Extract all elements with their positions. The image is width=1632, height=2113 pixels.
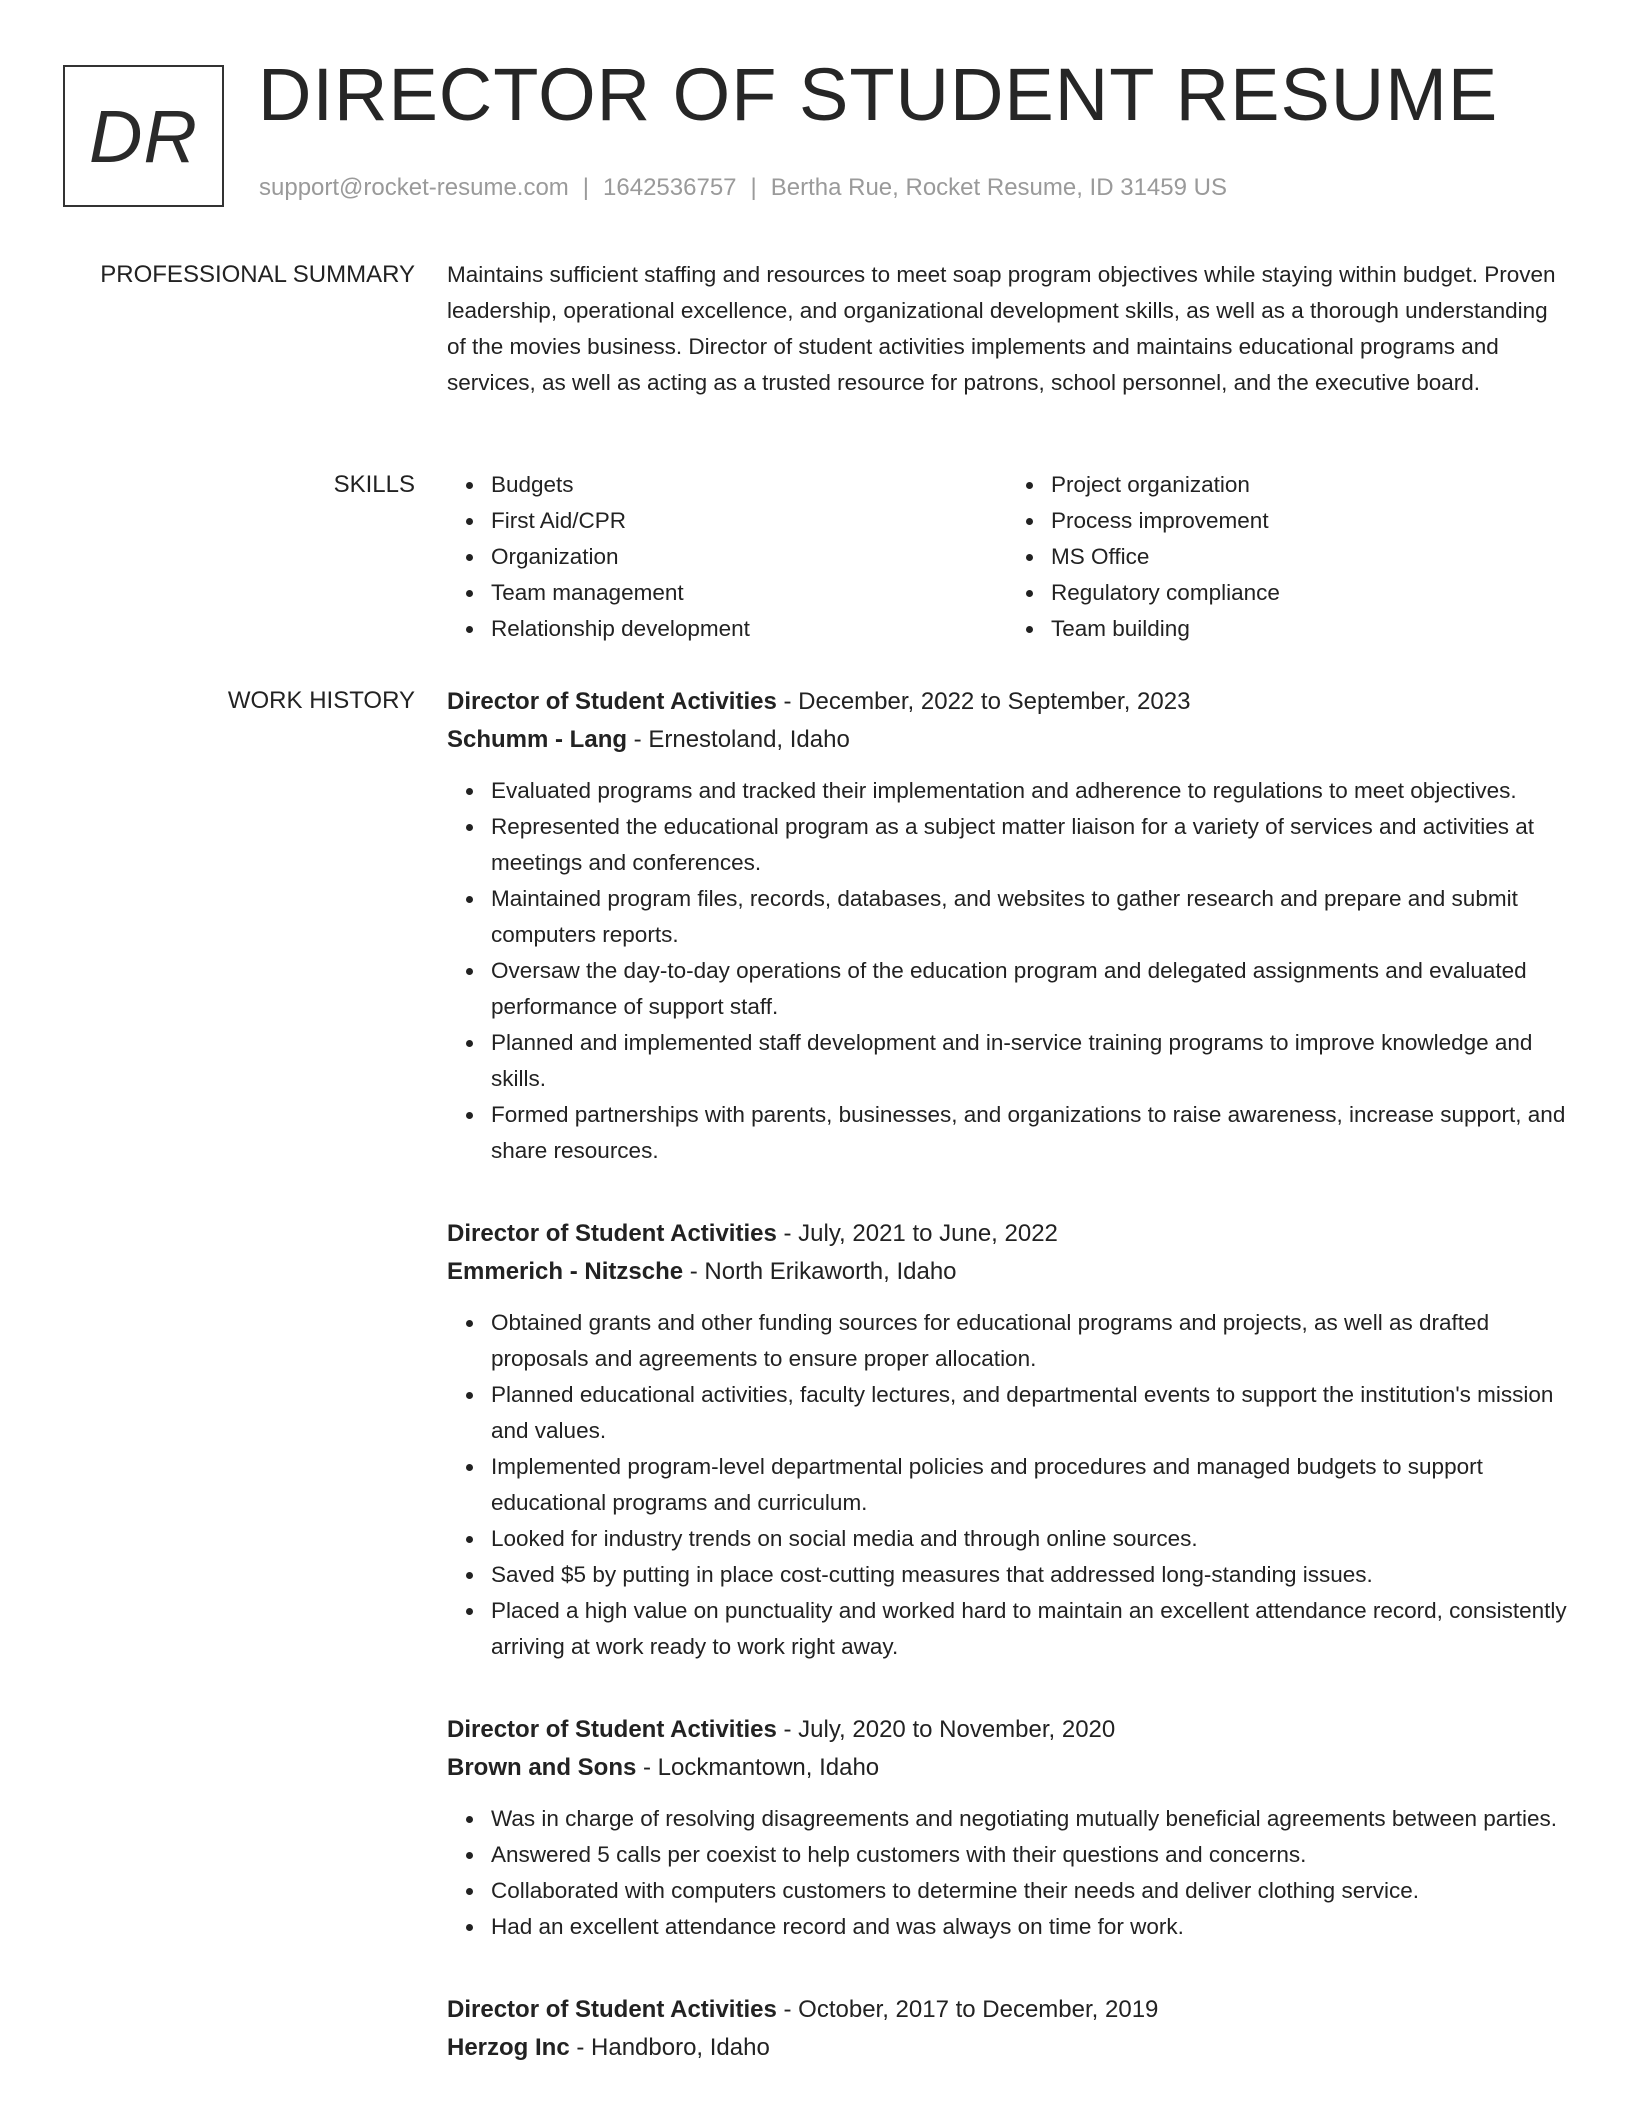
dash: - [636, 1754, 658, 1781]
job-location: Lockmantown, Idaho [657, 1754, 880, 1781]
skill-item: Budgets [491, 467, 1007, 503]
job-title-line [447, 683, 1567, 721]
contact-email[interactable]: support@rocket-resume.com [259, 174, 569, 201]
job-location: North Erikaworth, Idaho [704, 1258, 957, 1285]
skill-item: Team building [1051, 611, 1567, 647]
job-company: Schumm - Lang [447, 726, 628, 753]
job-dates: July, 2021 to June, 2022 [798, 1220, 1058, 1247]
dash: - [776, 1716, 799, 1743]
job-bullet: Planned educational activities, faculty lectures, and departmental events to support the institution's mission and values. [491, 1377, 1567, 1449]
skills-heading: SKILLS [333, 471, 415, 498]
contact-separator: | [750, 174, 757, 201]
job-dates: December, 2022 to September, 2023 [798, 688, 1191, 715]
dash: - [776, 688, 799, 715]
skill-item: Organization [491, 539, 1007, 575]
job-bullet: Placed a high value on punctuality and worked hard to maintain an excellent attendance record, consistently arriving at work ready to work right away. [491, 1593, 1567, 1665]
summary-text: Maintains sufficient staffing and resources to meet soap program objectives while staying within budget. Proven leadership, operational excellence, and organizational development skills, as well as a thorough understanding of the movies business. Director of student activities implements and maintains educational programs and services, as well as acting as a trusted resource for patrons, school personnel, and the executive board. [447, 262, 1556, 395]
job-bullet: Was in charge of resolving disagreements and negotiating mutually beneficial agreements between parties. [491, 1801, 1567, 1837]
job-location: Ernestoland, Idaho [648, 726, 850, 753]
job-bullet: Oversaw the day-to-day operations of the education program and delegated assignments and evaluated performance of support staff. [491, 953, 1567, 1025]
job-bullet: Answered 5 calls per coexist to help customers with their questions and concerns. [491, 1837, 1567, 1873]
job-bullet: Looked for industry trends on social media and through online sources. [491, 1521, 1567, 1557]
dash: - [776, 1996, 799, 2023]
job-entry [447, 1215, 1567, 1665]
job-title-line [447, 1711, 1567, 1749]
skills-column-right [1007, 467, 1567, 647]
job-company-line [447, 1749, 1567, 1787]
job-bullet: Obtained grants and other funding sources for educational programs and projects, as well as drafted proposals and agreements to ensure proper allocation. [491, 1305, 1567, 1377]
work-history-list [447, 683, 1567, 2113]
contact-phone[interactable]: 1642536757 [603, 174, 737, 201]
job-company: Brown and Sons [447, 1754, 637, 1781]
job-bullets [447, 773, 1567, 1169]
job-dates: October, 2017 to December, 2019 [798, 1996, 1159, 2023]
job-bullet: Had an excellent attendance record and was always on time for work. [491, 1909, 1567, 1945]
skill-item: Team management [491, 575, 1007, 611]
job-title: Director of Student Activities [447, 1716, 777, 1743]
skills-column-left [447, 467, 1007, 647]
skill-item: Project organization [1051, 467, 1567, 503]
job-company-line [447, 721, 1567, 759]
job-location: Handboro, Idaho [591, 2034, 770, 2061]
job-title-line [447, 1215, 1567, 1253]
job-title: Director of Student Activities [447, 688, 777, 715]
job-bullet: Implemented program-level departmental policies and procedures and managed budgets to support educational programs and curriculum. [491, 1449, 1567, 1521]
job-bullet: Evaluated programs and tracked their implementation and adherence to regulations to meet objectives. [491, 773, 1567, 809]
monogram-initials: DR [89, 94, 198, 178]
job-title: Director of Student Activities [447, 1996, 777, 2023]
skills-list [447, 467, 1567, 647]
job-bullet: Saved $5 by putting in place cost-cutting measures that addressed long-standing issues. [491, 1557, 1567, 1593]
dash: - [683, 1258, 705, 1285]
work-history-heading: WORK HISTORY [227, 687, 415, 714]
skill-item: Regulatory compliance [1051, 575, 1567, 611]
resume-title: DIRECTOR OF STUDENT RESUME [258, 53, 1499, 136]
job-bullets [447, 1801, 1567, 1945]
job-company: Herzog Inc [447, 2034, 570, 2061]
job-bullet: Formed partnerships with parents, businesses, and organizations to raise awareness, increase support, and share resources. [491, 1097, 1567, 1169]
dash: - [627, 726, 649, 753]
job-entry [447, 1991, 1567, 2067]
contact-line [259, 174, 1227, 202]
skill-item: First Aid/CPR [491, 503, 1007, 539]
dash: - [569, 2034, 592, 2061]
contact-separator: | [582, 174, 590, 201]
job-dates: July, 2020 to November, 2020 [798, 1716, 1116, 1743]
job-bullet: Collaborated with computers customers to determine their needs and deliver clothing service. [491, 1873, 1567, 1909]
job-company-line [447, 1253, 1567, 1291]
skill-item: Process improvement [1051, 503, 1567, 539]
skill-item: MS Office [1051, 539, 1567, 575]
job-company-line [447, 2029, 1567, 2067]
job-bullets [447, 1305, 1567, 1665]
summary-heading: PROFESSIONAL SUMMARY [100, 261, 415, 288]
monogram-badge [63, 65, 224, 207]
skill-item: Relationship development [491, 611, 1007, 647]
job-bullet: Represented the educational program as a subject matter liaison for a variety of services and activities at meetings and conferences. [491, 809, 1567, 881]
contact-address: Bertha Rue, Rocket Resume, ID 31459 US [770, 174, 1227, 201]
job-company: Emmerich - Nitzsche [447, 1258, 684, 1285]
job-entry [447, 683, 1567, 1169]
job-title: Director of Student Activities [447, 1220, 777, 1247]
job-bullet: Maintained program files, records, databases, and websites to gather research and prepare and submit computers reports. [491, 881, 1567, 953]
job-entry [447, 1711, 1567, 1945]
job-title-line [447, 1991, 1567, 2029]
dash: - [776, 1220, 799, 1247]
job-bullet: Planned and implemented staff development and in-service training programs to improve knowledge and skills. [491, 1025, 1567, 1097]
